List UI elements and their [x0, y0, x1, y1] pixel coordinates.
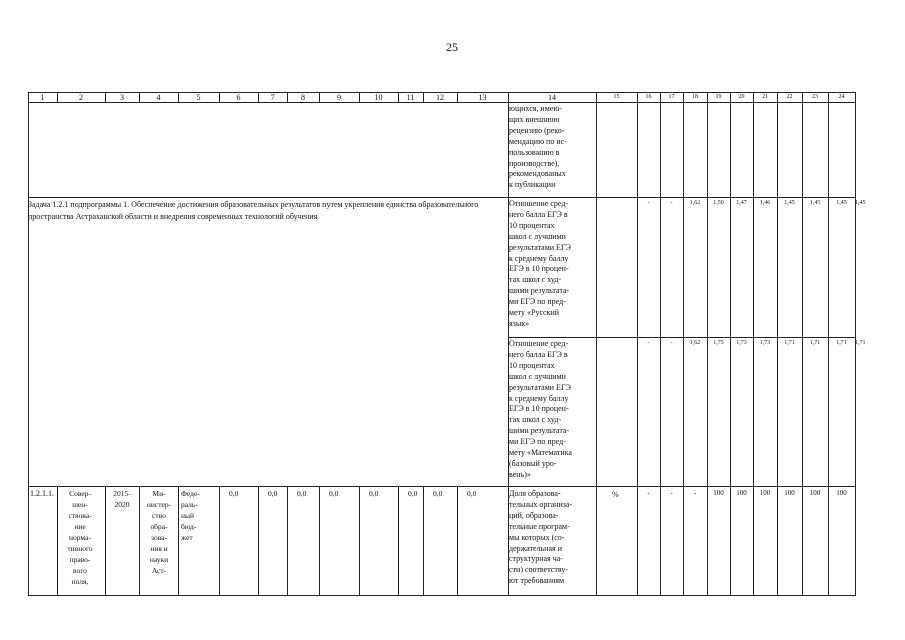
text-line: Отношение сред- — [509, 199, 569, 208]
value-cell: 1,45 — [809, 200, 821, 206]
value-cell: 1,73 — [759, 340, 771, 346]
value-cell: 100 — [759, 489, 771, 497]
column-header-11: 11 — [406, 93, 415, 102]
row-code: 1.2.1.1. — [30, 489, 54, 498]
task-description: Задача 1.2.1 подпрограммы 1. Обеспечение достижения образовательных результатов путем укрепления единства образовательного пространства Астраханской области и внедрения современных технологий обучения — [28, 200, 479, 221]
value-cell: 1,71 — [784, 340, 795, 346]
text-line: результатами ЕГЭ — [509, 242, 571, 252]
column-header-24: 24 — [838, 94, 845, 100]
activity-executor — [141, 488, 177, 576]
value-cell: 1,45 — [855, 200, 866, 206]
text-line: (базовый уро- — [509, 458, 557, 468]
text-line: школ с лучшими — [509, 371, 566, 381]
text-line: рецензию (реко- — [509, 125, 565, 135]
value-cell: 1,46 — [759, 200, 771, 206]
column-header-21: 21 — [762, 94, 768, 100]
value-cell: - — [670, 200, 673, 206]
text-line: мендацию по ис- — [509, 136, 567, 146]
text-line: ство — [152, 511, 166, 520]
text-line: мету «Русский — [509, 308, 560, 318]
column-header-20: 20 — [738, 94, 745, 100]
value-cell: 1,62 — [689, 340, 701, 346]
value-cell: 1,71 — [855, 340, 866, 346]
text-line: него балла ЕГЭ в — [509, 209, 568, 219]
column-header-12: 12 — [436, 93, 444, 102]
amount-cell: 0,0 — [408, 489, 418, 498]
text-line: зова- — [151, 533, 167, 542]
text-line: пользованию в — [509, 147, 560, 157]
text-line: него балла ЕГЭ в — [509, 349, 568, 359]
text-line: держательная и — [509, 543, 562, 553]
column-header-4: 4 — [156, 93, 161, 102]
text-line: ций, образова- — [509, 510, 559, 520]
text-line: ми ЕГЭ по пред- — [509, 437, 566, 447]
text-line: Феде- — [181, 489, 200, 498]
column-header-1: 1 — [40, 93, 45, 102]
text-line: жет — [181, 533, 193, 542]
text-line: тах школ с худ- — [509, 415, 562, 425]
column-header-17: 17 — [668, 94, 675, 100]
indicator-share-text — [509, 489, 595, 587]
value-cell: - — [647, 489, 650, 497]
text-line: 2020 — [114, 500, 130, 509]
activity-years — [108, 488, 136, 510]
column-header-6: 6 — [236, 93, 241, 102]
text-line: раль- — [181, 500, 198, 509]
text-line: бюд- — [181, 522, 197, 531]
text-line: шен- — [72, 500, 88, 509]
value-cell: 1,75 — [713, 340, 724, 346]
value-cell: 1,50 — [713, 200, 724, 206]
column-header-15: 15 — [613, 94, 620, 100]
text-line: Аст- — [151, 566, 167, 575]
page-number: 25 — [446, 40, 458, 54]
text-line: мету «Математика — [509, 448, 572, 458]
value-cell: 1,71 — [836, 340, 847, 346]
value-cell: - — [670, 489, 673, 497]
text-line: к среднему баллу — [509, 253, 569, 263]
text-line: шими результата- — [509, 286, 570, 296]
text-line: Отношение сред- — [509, 339, 569, 348]
text-line: ющихся, имею- — [509, 104, 562, 113]
column-header-7: 7 — [270, 93, 275, 102]
column-header-3: 3 — [120, 93, 124, 102]
column-header-10: 10 — [374, 93, 383, 102]
text-line: производстве), — [509, 158, 560, 168]
value-cell: 1,47 — [736, 200, 747, 206]
value-cell: - — [647, 200, 650, 206]
column-header-5: 5 — [196, 93, 201, 102]
text-line: результатами ЕГЭ — [509, 382, 571, 392]
text-line: к публикации — [509, 180, 556, 190]
text-line: щих внешнюю — [509, 114, 560, 124]
column-header-2: 2 — [79, 93, 83, 102]
value-cell: 100 — [836, 489, 847, 497]
text-line: 2015- — [113, 489, 131, 498]
text-line: мы которых (со- — [509, 532, 565, 542]
value-cell: 100 — [809, 489, 821, 497]
amount-cell: 0,0 — [369, 489, 379, 498]
indicator-math-text — [509, 339, 595, 481]
text-line: Доля образова- — [509, 489, 561, 498]
text-line: сти) соответству- — [509, 565, 569, 575]
text-line: ние — [74, 522, 86, 531]
value-cell: - — [693, 489, 697, 497]
text-line: рекомендованых — [509, 169, 566, 179]
text-line: тельных организа- — [509, 499, 573, 509]
value-cell: - — [647, 340, 650, 346]
text-line: ный — [181, 511, 195, 520]
text-line: норма- — [69, 533, 91, 542]
unit-cell: % — [612, 490, 619, 499]
value-cell: 1,45 — [784, 200, 795, 206]
text-line: ния и — [150, 544, 168, 553]
text-line: ЕГЭ в 10 процен- — [509, 404, 569, 414]
funding-source — [181, 488, 211, 543]
value-cell: 1,71 — [809, 340, 821, 346]
continued-indicator-text — [509, 104, 595, 191]
text-line: ми ЕГЭ по пред- — [509, 297, 566, 307]
text-line: Ми- — [152, 489, 166, 498]
value-cell: 100 — [736, 489, 747, 497]
text-line: структурная ча- — [509, 554, 563, 564]
value-cell: 1,73 — [736, 340, 747, 346]
amount-cell: 0,0 — [268, 489, 278, 498]
text-line: нистер- — [146, 500, 172, 509]
amount-cell: 0,0 — [329, 489, 339, 498]
text-line: ЕГЭ в 10 процен- — [509, 264, 569, 274]
text-line: тивного — [67, 544, 93, 553]
column-header-13: 13 — [478, 93, 487, 102]
column-header-23: 23 — [812, 94, 818, 100]
text-line: поля, — [71, 577, 89, 586]
amount-cell: 0,0 — [229, 489, 239, 498]
value-cell: 100 — [713, 489, 724, 497]
value-cell: 1,45 — [836, 200, 847, 206]
text-line: вого — [73, 566, 87, 575]
text-line: обра- — [150, 522, 168, 531]
text-line: вень)» — [509, 469, 531, 479]
amount-cell: 0,0 — [467, 489, 477, 498]
text-line: шими результата- — [509, 426, 570, 436]
text-line: ствова- — [68, 511, 92, 520]
activity-name — [60, 488, 100, 587]
text-line: науки — [149, 555, 169, 564]
value-cell: - — [670, 340, 673, 346]
text-line: право- — [69, 555, 91, 564]
indicator-russian-text — [509, 199, 595, 330]
text-line: к среднему баллу — [509, 393, 569, 403]
column-header-19: 19 — [715, 94, 722, 100]
column-header-18: 18 — [692, 94, 698, 100]
column-header-16: 16 — [645, 94, 652, 100]
text-line: Совер- — [69, 489, 91, 498]
text-line: школ с лучшими — [509, 231, 566, 241]
text-line: ют требованиям — [509, 576, 565, 586]
value-cell: 1,62 — [689, 200, 701, 206]
column-header-14: 14 — [548, 93, 556, 102]
value-cell: 100 — [784, 489, 795, 497]
text-line: тельные програм- — [509, 521, 570, 531]
column-header-8: 8 — [301, 93, 305, 102]
amount-cell: 0,0 — [433, 489, 443, 498]
column-header-22: 22 — [786, 94, 793, 100]
text-line: 10 процентах — [509, 220, 555, 230]
amount-cell: 0,0 — [297, 489, 307, 498]
text-line: тах школ с худ- — [509, 275, 562, 285]
text-line: 10 процентах — [509, 360, 555, 370]
text-line: язык» — [509, 318, 530, 328]
column-header-9: 9 — [337, 93, 341, 102]
